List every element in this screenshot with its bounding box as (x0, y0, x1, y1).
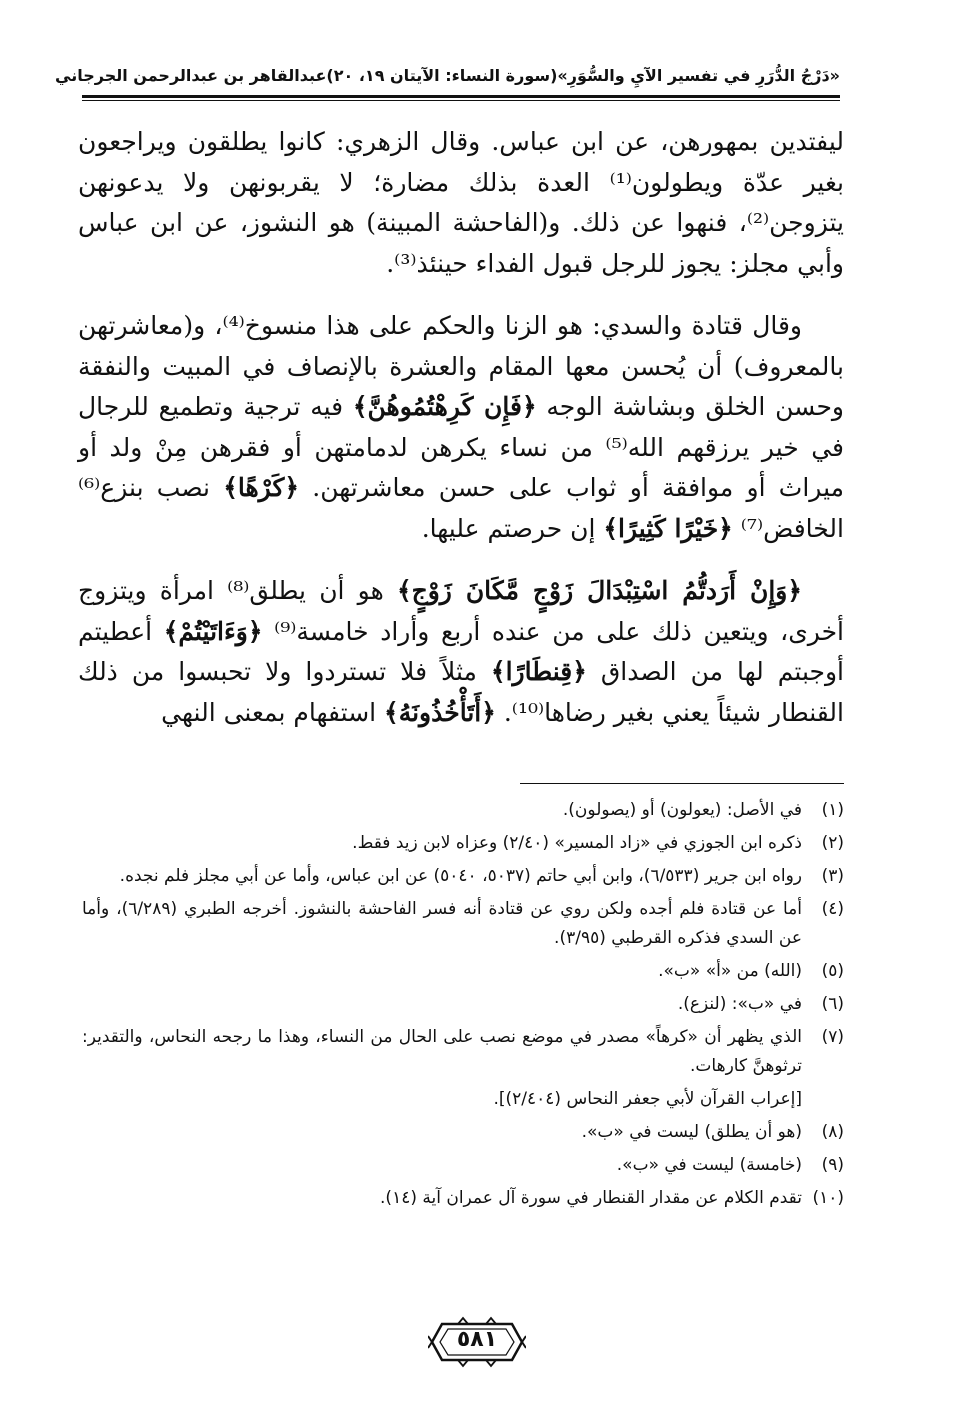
header-rule-thin (82, 100, 840, 101)
footnote-number: (١) (821, 800, 844, 820)
footnote-text: (الله) من «أ» «ب». (658, 961, 802, 981)
footnote (82, 1184, 844, 1213)
page-number: ٥٨١ (456, 1327, 498, 1352)
footnote-number: (٢) (821, 833, 844, 853)
page-number-ornament (428, 1316, 526, 1368)
footnote-number: (٧) (821, 1027, 844, 1047)
footnote-number: (٣) (821, 866, 844, 886)
footnote-number: (٤) (821, 899, 844, 919)
footnote (82, 862, 844, 891)
footnote-text: تقدم الكلام عن مقدار القنطار في سورة آل عمران آية (١٤). (380, 1188, 802, 1208)
quran-quote: ﴿أَتَأْخُذُونَهُ﴾ (384, 697, 496, 727)
quran-quote: ﴿قِنطَارًا﴾ (490, 657, 587, 686)
p3-text-c: مثلاً فلا تستردوا ولا تحبسوا من ذلك القنطار شيئاً يعني بغير رضاها⁽¹⁰⁾. (78, 657, 844, 727)
footnote (82, 1151, 844, 1180)
footnote (82, 957, 844, 986)
p3-text-b: أعطيتم أوجبتم لها من الصداق (78, 616, 844, 686)
footnote-text: رواه ابن جرير (٦/٥٣٣)، وابن أبي حاتم (٥٠٣٧، ٥٠٤٠) عن ابن عباس، وأما عن أبي مجلز فلم نجده. (119, 866, 802, 886)
author-name: عبدالقاهر بن عبدالرحمن الجرجاني (55, 65, 327, 85)
p2-text-a: وقال قتادة والسدي: هو الزنا والحكم على هذا منسوخ⁽⁴⁾، و(معاشرتهن بالمعروف) أن يُحسن معها المقام والعشرة بالإنصاف في المبيت والنفقة وحسن الخلق وبشاشة الوجه (78, 311, 844, 421)
footnote-text: ذكره ابن الجوزي في «زاد المسير» (٢/٤٠) وعزاه لابن زيد فقط. (352, 833, 802, 853)
footnote-number: (٦) (821, 994, 844, 1014)
footnote-text: أما عن قتادة فلم أجده ولكن روي عن قتادة أنه فسر الفاحشة بالنشوز. أخرجه الطبري (٦/٢٨٩)، وأما عن السدي فذكره القرطبي (٣/٩٥). (82, 899, 802, 948)
p3-text-d: استفهام بمعنى النهي (161, 697, 385, 727)
p3-text-a: هو أن يطلق⁽⁸⁾ امرأة ويتزوج أخرى، ويتعين ذلك على من عنده أربع وأراد خامسة⁽⁹⁾ (78, 576, 844, 646)
quran-quote: ﴿وَءَاتَيْتُمْ﴾ (163, 616, 263, 646)
running-header (55, 58, 840, 92)
footnote (82, 1118, 844, 1147)
footnote-text: في «ب»: (لنزع). (677, 994, 802, 1014)
footnote-text: الذي يظهر أن «كرهاً» مصدر في موضع نصب على الحال من النساء، وهذا ما رجحه النحاس، والتقدير: ترثوهنَّ كارهات. (82, 1027, 802, 1076)
paragraph-3 (78, 571, 844, 733)
footnote-continuation: [إعراب القرآن لأبي جعفر النحاس (٢/٤٠٤)]. (493, 1089, 802, 1109)
quran-quote: ﴿خَيْرًا كَثِيرًا﴾ (603, 513, 733, 543)
footnote-text: في الأصل: (يعولون) أو (يصولون). (562, 800, 802, 820)
paragraph-1: ليفتدين بمهورهن، عن ابن عباس. وقال الزهري: كانوا يطلقون ويراجعون بغير عدّة ويطولون⁽¹⁾ العدة بذلك مضارة؛ لا يقربونهن ولا يدعونهن يتزوجن⁽²⁾، فنهوا عن ذلك. و(الفاحشة المبينة) هو النشوز، عن ابن عباس وأبي مجلز: يجوز للرجل قبول الفداء حينئذ⁽³⁾. (78, 127, 844, 278)
footnote-text: (خامسة) ليست في «ب». (616, 1155, 802, 1175)
footnote-text: (هو أن يطلق) ليست في «ب». (581, 1122, 802, 1142)
footnotes (82, 796, 844, 1217)
quran-quote: ﴿كَرْهًا﴾ (223, 473, 300, 502)
p2-text-c: نصب بنزع⁽⁶⁾ الخافض⁽⁷⁾ (78, 473, 844, 543)
main-text (78, 122, 844, 733)
footnote-number: (٥) (821, 961, 844, 981)
header-rule-thick (82, 95, 840, 98)
surah-reference: (سورة النساء: الآيتان ١٩، ٢٠) (326, 65, 558, 85)
footnote-number: (١٠) (812, 1188, 844, 1208)
footnote-number: (٨) (821, 1122, 844, 1142)
footnote (82, 990, 844, 1019)
quran-quote: ﴿وَإِنْ أَرَدتُّمُ اسْتِبْدَالَ زَوْجٍ مَّكَانَ زَوْجٍ﴾ (396, 576, 802, 605)
footnote-number: (٩) (821, 1155, 844, 1175)
footnote-separator (520, 783, 844, 784)
footnote (82, 796, 844, 825)
footnote (82, 895, 844, 953)
p2-text-d: إن حرصتم عليها. (421, 513, 604, 543)
p2-text-b: فيه ترجية وتطميع للرجال في خير يرزقهم الله⁽⁵⁾ من نساء يكرهن لدمامتهن أو فقرهن مِنْ ولد أو ميراث أو موافقة أو ثواب على حسن معاشرتهن. (78, 392, 845, 502)
footnote (82, 829, 844, 858)
book-title: «دَرْجُ الدُّرَرِ في تفسير الآيِ والسُّوَرِ» (557, 65, 840, 85)
footnote (82, 1023, 844, 1081)
quran-quote: ﴿فَإِن كَرِهْتُمُوهُنَّ﴾ (352, 392, 537, 421)
paragraph-2 (78, 306, 844, 549)
